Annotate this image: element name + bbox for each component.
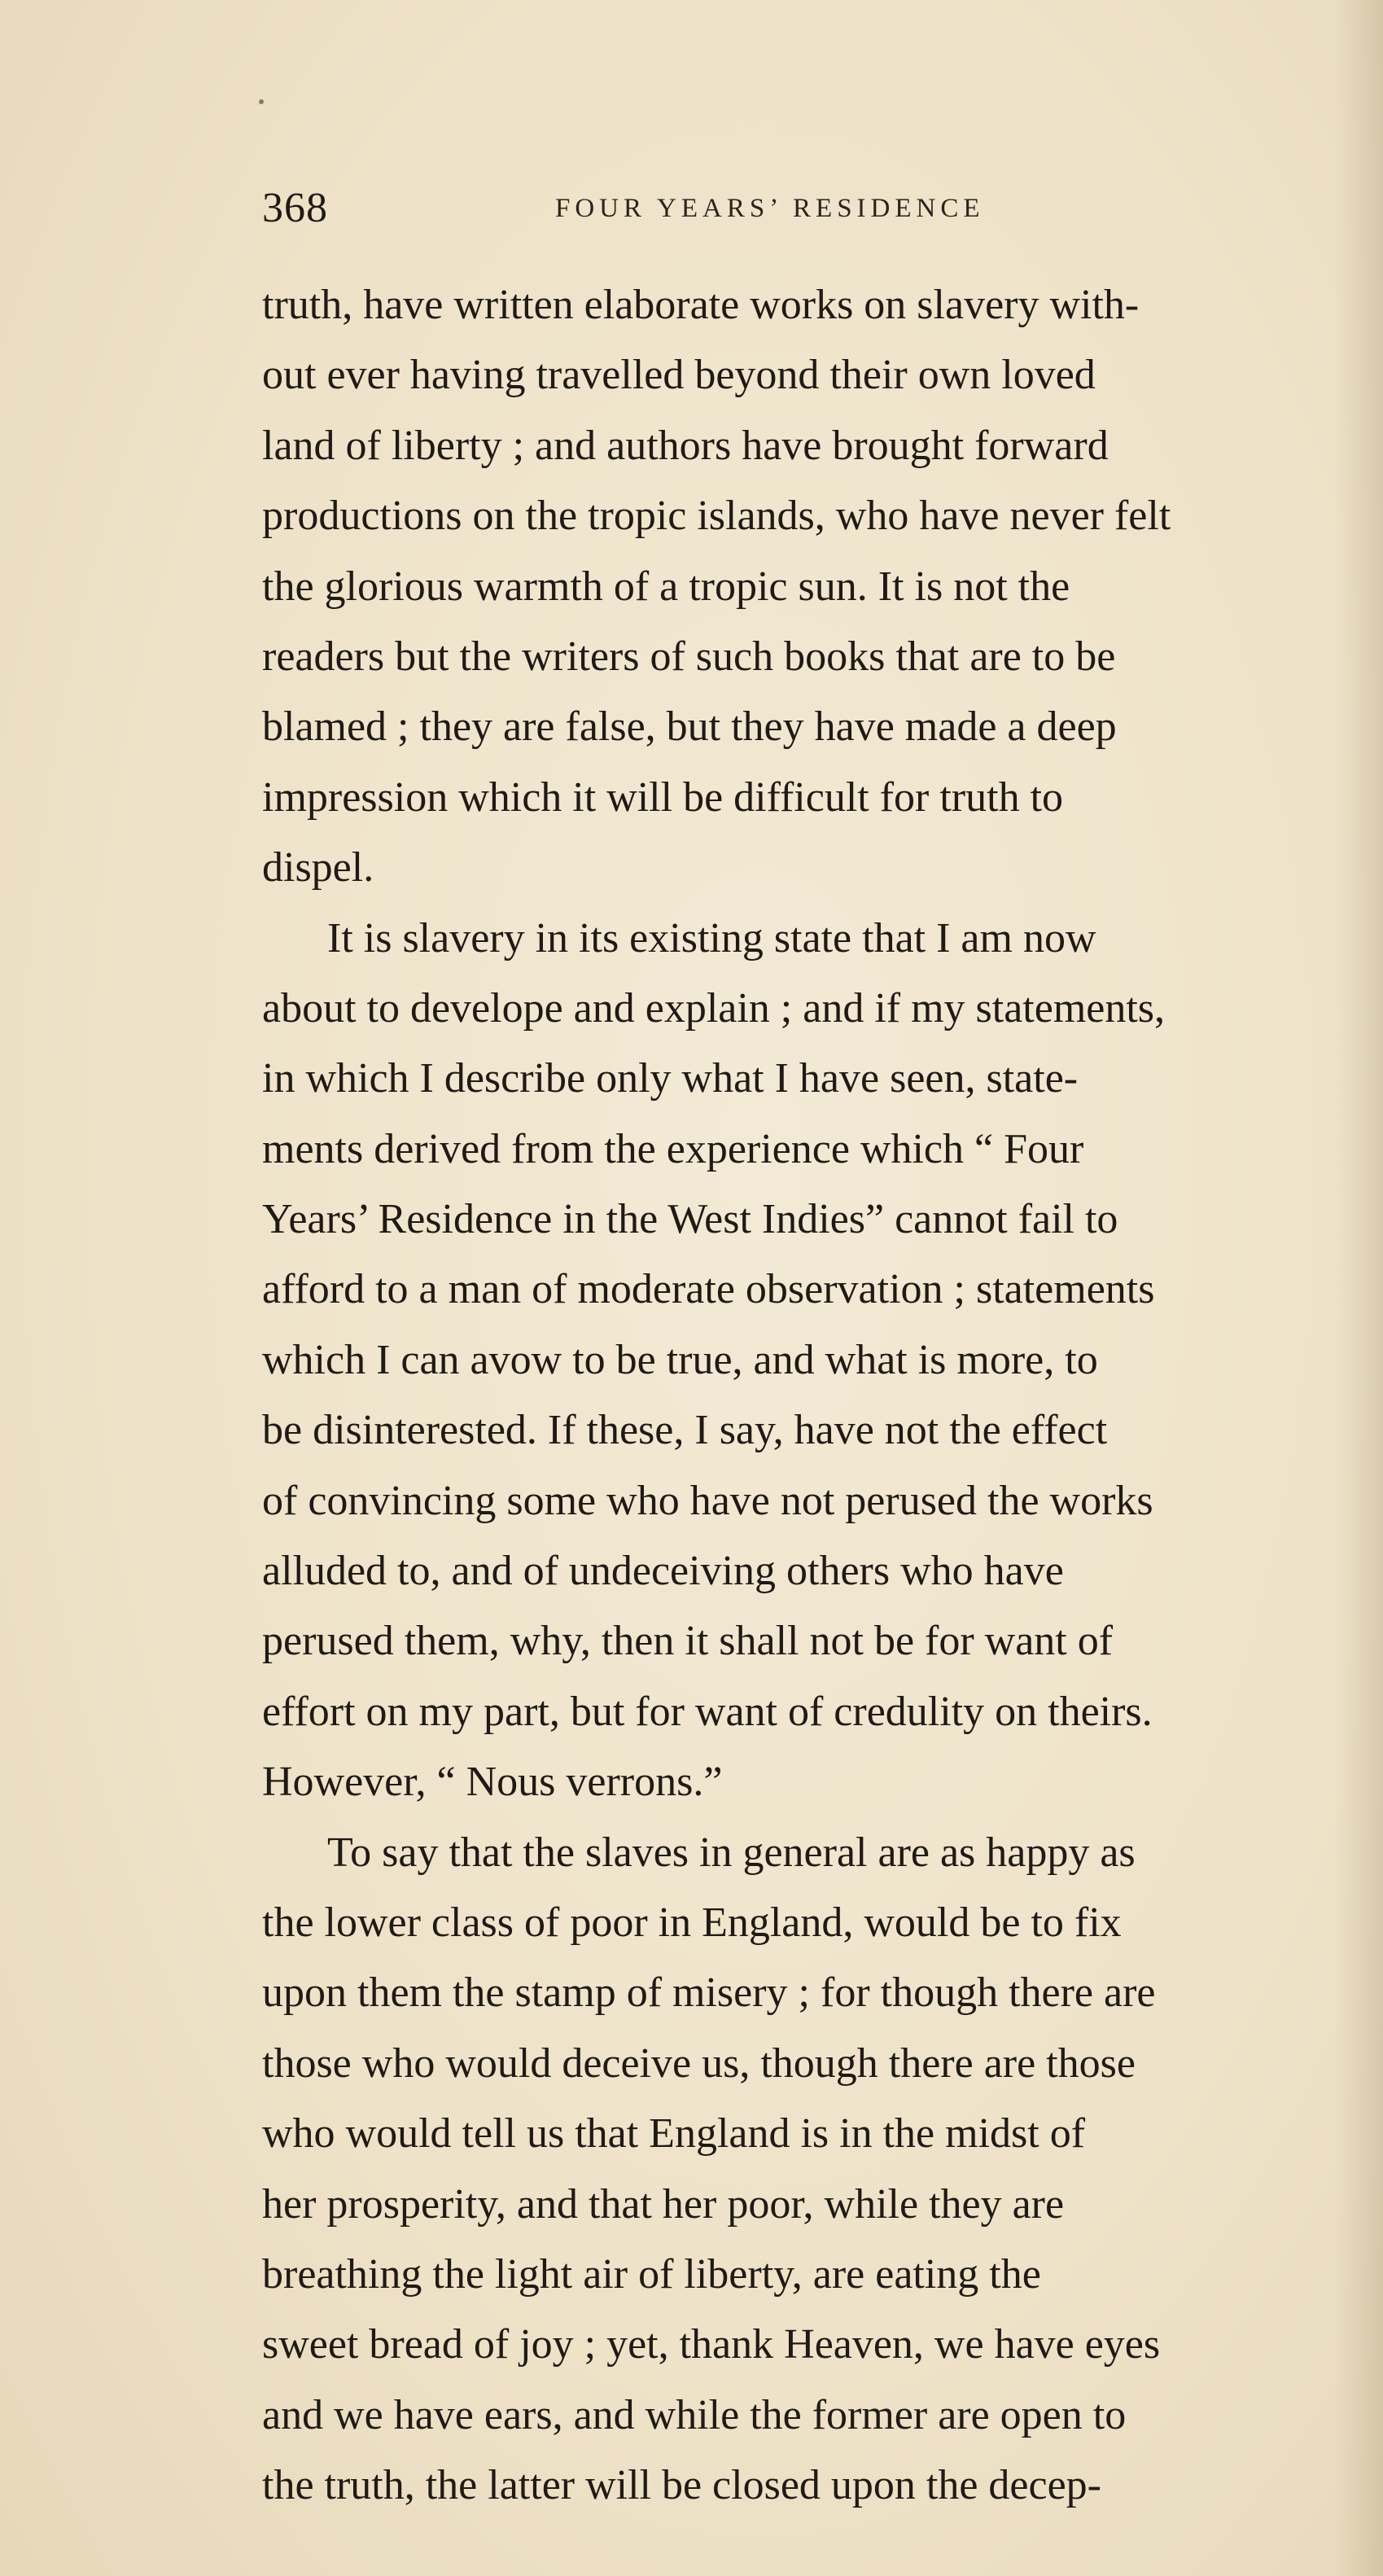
text-line-content: upon them the stamp of misery ; for though there are	[262, 1969, 1156, 2017]
text-line	[262, 622, 1353, 692]
text-line-content: To say that the slaves in general are as happy as	[327, 1829, 1136, 1876]
text-line-content: who would tell us that England is in the midst of	[262, 2110, 1086, 2158]
text-line-content: the lower class of poor in England, would be to fix	[262, 1899, 1122, 1946]
text-line-content: perused them, why, then it shall not be for want of	[262, 1618, 1114, 1665]
text-line	[262, 1888, 1353, 1958]
body-text	[262, 270, 1353, 2521]
text-line	[262, 2310, 1353, 2380]
text-line	[262, 2099, 1353, 2169]
text-line	[262, 1606, 1353, 1676]
text-line	[262, 1185, 1353, 1255]
text-line	[262, 340, 1353, 410]
page-number: 368	[262, 185, 328, 231]
text-line-content: effort on my part, but for want of credulity on theirs.	[262, 1688, 1153, 1735]
text-line-content: sweet bread of joy ; yet, thank Heaven, we have eyes	[262, 2321, 1161, 2368]
text-line	[262, 1325, 1353, 1395]
text-line-content: productions on the tropic islands, who have never felt	[262, 493, 1171, 540]
text-line-content: about to develope and explain ; and if my statements,	[262, 984, 1166, 1032]
text-line-content: It is slavery in its existing state that I am now	[327, 914, 1096, 962]
text-line	[262, 1466, 1353, 1536]
text-line-content: and we have ears, and while the former are open to	[262, 2391, 1127, 2438]
text-line	[262, 1677, 1353, 1747]
text-line-content: out ever having travelled beyond their own loved	[262, 352, 1096, 399]
ink-fleck	[259, 99, 264, 104]
text-line-content: ments derived from the experience which “ Four	[262, 1125, 1084, 1172]
text-line	[262, 1255, 1353, 1325]
text-line	[262, 1395, 1353, 1465]
text-line-content: the truth, the latter will be closed upon the decep-	[262, 2462, 1101, 2509]
text-line	[262, 552, 1353, 622]
text-line	[262, 1536, 1353, 1606]
text-line	[262, 2451, 1353, 2521]
running-head: FOUR YEARS’ RESIDENCE	[555, 194, 985, 223]
text-line: dispel.	[262, 844, 374, 892]
text-line	[262, 1044, 1353, 1114]
text-line	[262, 692, 1353, 762]
text-line-content: her prosperity, and that her poor, while they are	[262, 2180, 1065, 2228]
text-line	[262, 1115, 1353, 1185]
text-line-content: afford to a man of moderate observation ; statements	[262, 1266, 1155, 1313]
text-line	[262, 904, 1353, 974]
text-line	[262, 2029, 1353, 2099]
text-line	[262, 974, 1353, 1044]
text-line-content: be disinterested. If these, I say, have not the effect	[262, 1407, 1108, 1454]
text-line	[262, 270, 1353, 340]
text-line-content: readers but the writers of such books that are to be	[262, 633, 1116, 680]
text-line	[262, 1958, 1353, 2028]
text-line-content: those who would deceive us, though there are those	[262, 2039, 1136, 2087]
text-line	[262, 763, 1353, 833]
text-line-content: Years’ Residence in the West Indies” cannot fail to	[262, 1196, 1118, 1243]
text-line-content: land of liberty ; and authors have brought forward	[262, 422, 1109, 469]
text-line-content: truth, have written elaborate works on slavery with-	[262, 282, 1140, 328]
text-line	[262, 1818, 1353, 1888]
text-line	[262, 481, 1353, 551]
text-line-content: blamed ; they are false, but they have made a deep	[262, 703, 1117, 751]
text-line-content: which I can avow to be true, and what is more, to	[262, 1336, 1098, 1383]
text-line-content: in which I describe only what I have seen, state-	[262, 1055, 1079, 1102]
text-line	[262, 2240, 1353, 2310]
page-header	[262, 184, 1084, 241]
text-line	[262, 2170, 1353, 2240]
text-line: However, “ Nous verrons.”	[262, 1759, 723, 1806]
text-line-content: breathing the light air of liberty, are eating the	[262, 2250, 1041, 2298]
text-line	[262, 2381, 1353, 2451]
text-line-content: of convincing some who have not perused the works	[262, 1477, 1153, 1524]
text-line	[262, 411, 1353, 481]
text-line-content: impression which it will be difficult for truth to	[262, 773, 1064, 821]
text-line-content: alluded to, and of undeceiving others who have	[262, 1548, 1064, 1595]
text-line-content: the glorious warmth of a tropic sun. It is not the	[262, 563, 1070, 610]
